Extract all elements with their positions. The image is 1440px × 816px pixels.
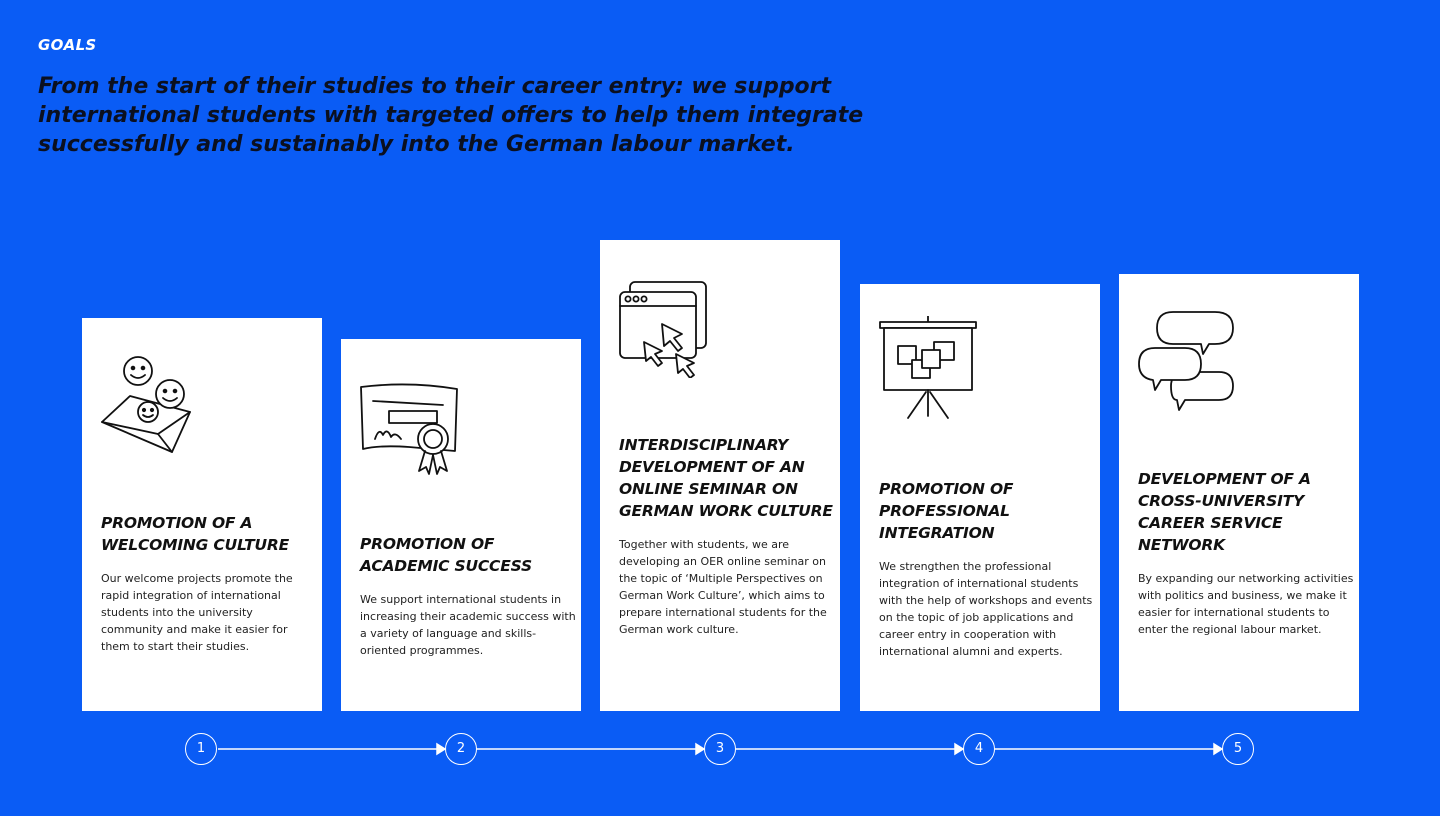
goal-title: PROMOTION OF A WELCOMING CULTURE — [101, 514, 289, 554]
goal-description: We strengthen the professional integration of international students with the help of workshops and events on the topic of job applications and career entry in cooperation with international alumni and experts. — [879, 560, 1093, 658]
browser-windows-cursors-icon — [618, 280, 710, 378]
goal-card-4 — [860, 284, 1100, 711]
goal-card-1 — [82, 318, 322, 711]
goal-title: PROMOTION OF ACADEMIC SUCCESS — [360, 535, 532, 575]
step-marker-2: 2 — [445, 733, 477, 765]
timeline-arrow-1-2 — [218, 744, 445, 754]
goal-description: Together with students, we are developing an OER online seminar on the topic of ‘Multiple Perspectives on German Work Culture’, which aims to prepare international students for the German work culture. — [619, 538, 827, 636]
speech-bubbles-icon — [1137, 310, 1237, 414]
envelope-smileys-icon — [96, 354, 194, 454]
goal-card-5 — [1119, 274, 1359, 711]
certificate-icon — [359, 383, 459, 475]
goal-card-2 — [341, 339, 581, 711]
page-headline: From the start of their studies to their career entry: we support international students with targeted offers to help them integrate successfully and sustainably into the German labour market. — [38, 74, 864, 157]
step-marker-4: 4 — [963, 733, 995, 765]
timeline-arrow-4-5 — [995, 744, 1222, 754]
step-marker-1: 1 — [185, 733, 217, 765]
goal-title: PROMOTION OF PROFESSIONAL INTEGRATION — [879, 480, 1014, 542]
step-marker-3: 3 — [704, 733, 736, 765]
timeline-arrow-3-4 — [736, 744, 963, 754]
goal-description: By expanding our networking activities with politics and business, we make it easier for international students to enter the regional labour market. — [1138, 572, 1354, 636]
goal-title: INTERDISCIPLINARY DEVELOPMENT OF AN ONLINE SEMINAR ON GERMAN WORK CULTURE — [619, 436, 833, 520]
goal-description: We support international students in increasing their academic success with a variety of language and skills-oriented programmes. — [360, 593, 576, 657]
goal-card-3 — [600, 240, 840, 711]
goal-title: DEVELOPMENT OF A CROSS-UNIVERSITY CAREER SERVICE NETWORK — [1138, 470, 1311, 554]
step-marker-5: 5 — [1222, 733, 1254, 765]
goal-description: Our welcome projects promote the rapid integration of international students into the university community and make it easier for them to start their studies. — [101, 572, 293, 653]
timeline-arrow-2-3 — [477, 744, 704, 754]
presentation-board-icon — [878, 316, 978, 420]
section-label: GOALS — [38, 36, 97, 54]
